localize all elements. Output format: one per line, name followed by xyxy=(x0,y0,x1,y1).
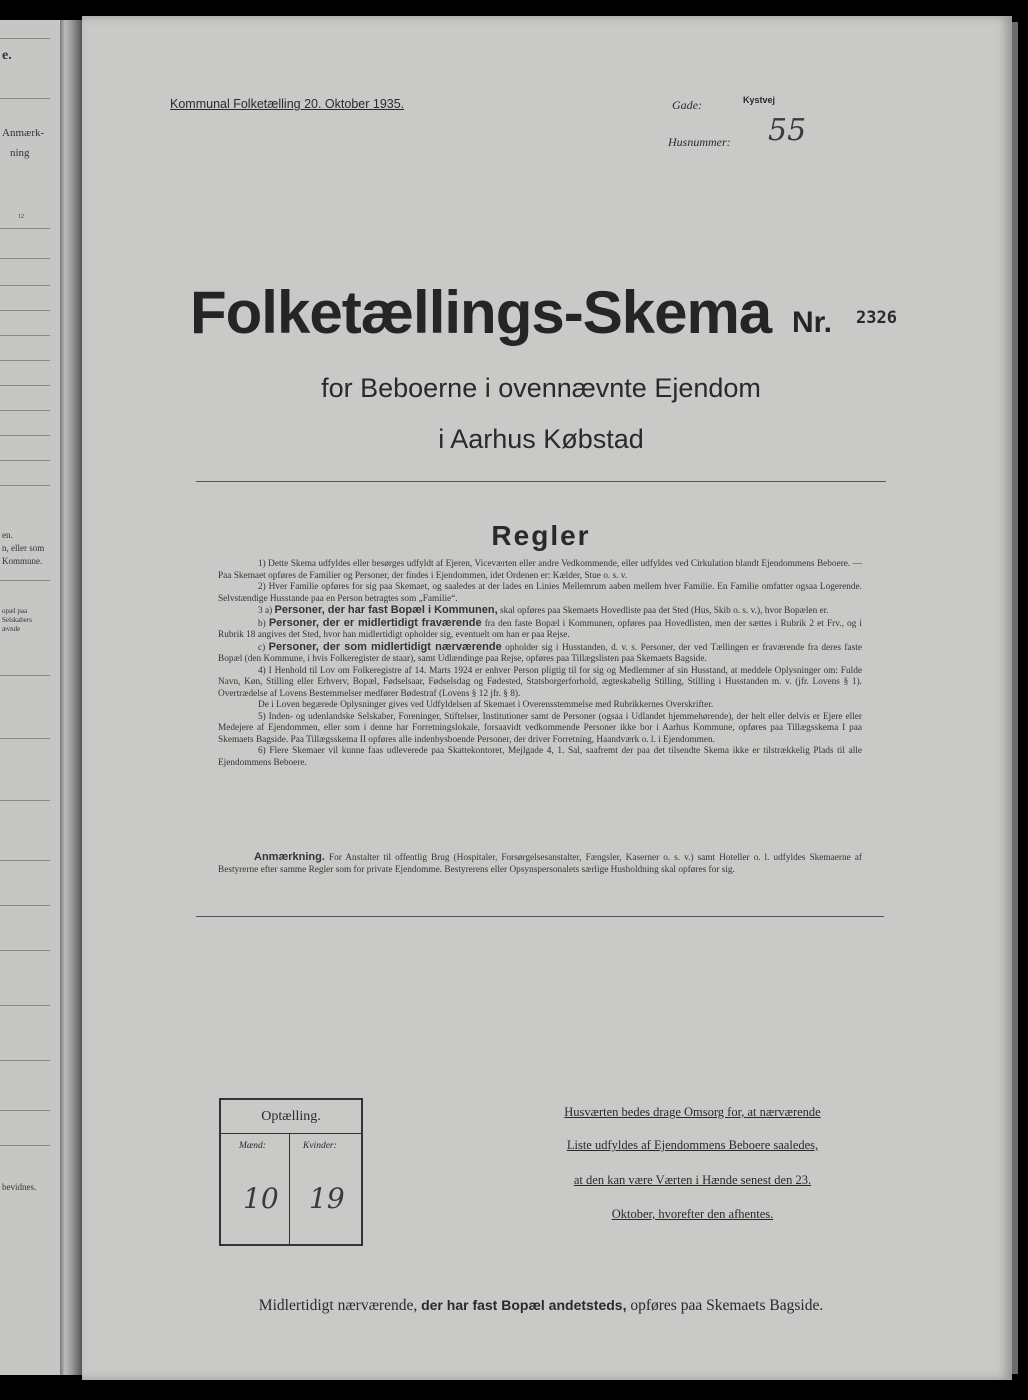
rule-3a-number: 3 a) xyxy=(258,606,273,616)
census-title: Kommunal Folketælling 20. Oktober 1935. xyxy=(170,97,405,111)
left-page-text: e. xyxy=(2,48,12,63)
instruction-line: at den kan være Værten i Hænde senest den 23. xyxy=(573,1173,812,1187)
nr-label: Nr. xyxy=(792,306,833,339)
footer-post: opføres paa Skemaets Bagside. xyxy=(630,1297,824,1314)
rule-4: 4) I Henhold til Lov om Folkeregistre af 14. Marts 1924 er enhver Person pligtig til for sig og Medlemmer af sin Husstand, at meddele Oplysninger om: Fulde Navn, Køn, Stilling eller Erhverv, Bopæl, Fødselsaar, Fødselsdag og Fødested, Statsborgerforhold, ægteskabelig Stilling, Stilling i Husstanden m. v. (jfr. Lovens § 1). Overtrædelse af Lovens Bestemmelser medfører Bødestraf (Lovens § 12 jfr. § 8). xyxy=(218,665,862,699)
men-label: Mænd: xyxy=(239,1141,266,1151)
annotation-note xyxy=(218,852,862,876)
rule-3c-heading: Personer, der som midlertidigt nærværende xyxy=(268,640,502,653)
men-count: 10 xyxy=(243,1182,279,1215)
rule-2: 2) Hver Familie opføres for sig paa Skemaet, og saaledes at der lades en Linies Mellemrum aaben mellem hver Familie. En Familie omfatter ogsaa Logerende. Selvstændige Husstande paa en Person betragtes som „Familie“. xyxy=(218,582,862,604)
left-page-text: 12 xyxy=(18,214,24,220)
divider xyxy=(196,481,886,482)
rule-5: 5) Inden- og udenlandske Selskaber, Foreninger, Stiftelser, Institutioner samt de Personer (ogsaa i Udlandet hjemmehørende), der helt eller delvis er Ejere eller Medejere af Ejendommen, eller som i denne har Forretningslokale, forsaavidt vedkommende Personer ikke bor i Aarhus Kommune, opføres paa Tillægsskema I paa Skemaets Bagside. Paa Tillægsskema II opføres alle indenbysboende Personer, der driver Forretning, Haandværk o. l. i Ejendommen. xyxy=(218,711,862,745)
women-count: 19 xyxy=(309,1182,345,1215)
husnummer-value: 55 xyxy=(768,113,807,148)
note-label: Anmærkning. xyxy=(254,851,325,863)
left-page-text: n, eller som xyxy=(2,543,45,553)
instruction-line: Liste udfyldes af Ejendommens Beboere saaledes, xyxy=(566,1138,819,1152)
left-page-text: ning xyxy=(10,147,30,159)
rules-heading: Regler xyxy=(491,520,591,551)
page-edge xyxy=(1012,22,1018,1374)
rule-6: 6) Flere Skemaer vil kunne faas udleverede paa Skattekontoret, Mejlgade 4, 1. Sal, saafremt der paa det tilsendte Skema ikke er tilstrækkelig Plads til alle Ejendommens Beboere. xyxy=(218,746,862,768)
left-page-text: opæl paa xyxy=(2,607,28,615)
rule-3c xyxy=(218,642,862,666)
women-label: Kvinder: xyxy=(303,1141,337,1151)
rule-3c-text: opholder sig i Husstanden, d. v. s. Personer, der ved Tællingen er fraværende fra deres faste Bopæl (den Kommune, i hvis Folkeregister de staar), samt Udlændinge paa Rejse, opføres paa Tillægslisten paa Skemaets Bagside. xyxy=(218,642,862,664)
book-gutter xyxy=(60,20,82,1375)
divider xyxy=(196,916,884,917)
previous-page-edge xyxy=(0,20,60,1375)
instruction-line: Husværten bedes drage Omsorg for, at nærværende xyxy=(564,1105,821,1119)
count-box-divider xyxy=(289,1133,290,1244)
subtitle: for Beboerne i ovennævnte Ejendom xyxy=(321,373,761,403)
count-box xyxy=(219,1098,363,1246)
left-page-text: bevidnes. xyxy=(2,1182,37,1192)
rule-3a-heading: Personer, der har fast Bopæl i Kommunen, xyxy=(274,604,498,616)
husnummer-label: Husnummer: xyxy=(668,135,731,149)
rule-3b xyxy=(218,618,862,642)
footer-bold: der har fast Bopæl andetsteds, xyxy=(421,1297,627,1313)
rule-3c-number: c) xyxy=(258,642,266,653)
rule-3b-heading: Personer, der er midlertidigt fraværende xyxy=(268,616,482,629)
rules-text xyxy=(218,559,862,769)
note-text: For Anstalter til offentlig Brug (Hospitaler, Forsørgelsesanstalter, Fængsler, Kaserner o. s. v.) samt Hoteller o. l. udfyldes Skemaerne af Bestyrerne efter samme Regler som for private Ejendomme. Bestyrerens eller Opsynspersonalets særlige Husholdning skal opføres for sig. xyxy=(218,853,862,875)
rule-1: 1) Dette Skema udfyldes eller besørges udfyldt af Ejeren, Viceværten eller andre Vedkommende, eller udfyldes ved Cirkulation blandt Ejendommens Beboere. — Paa Skemaet opføres de Familier og Personer, der findes i Ejendommen, idet Ordenen er: Kælder, Stue o. s. v. xyxy=(218,559,862,581)
rule-3b-text: fra den faste Bopæl i Kommunen, opføres paa Hovedlisten, men der sættes i Rubrik 2 et Frv., og i Rubrik 18 angives det Sted, hvor han midlertidigt opholder sig, eventuelt om han er paa Rejse. xyxy=(218,618,862,640)
footer-note xyxy=(196,1297,886,1315)
left-page-text: ævnde xyxy=(2,625,21,633)
left-page-text: Selskabers xyxy=(2,616,32,624)
rule-3a-text: skal opføres paa Skemaets Hovedliste paa det Sted (Hus, Skib o. s. v.), hvor Bopælen er. xyxy=(499,606,829,616)
left-page-text: Kommune. xyxy=(2,556,43,566)
rule-3b-number: b) xyxy=(258,618,266,629)
left-page-text: en. xyxy=(2,530,13,540)
count-box-title: Optælling. xyxy=(221,1100,361,1134)
form-title: Folketællings-Skema xyxy=(190,279,772,346)
gade-label: Gade: xyxy=(672,98,702,112)
subtitle-city: i Aarhus Købstad xyxy=(438,424,644,454)
footer-pre: Midlertidigt nærværende, xyxy=(258,1297,418,1314)
form-number: 2326 xyxy=(856,308,897,328)
instruction-line: Oktober, hvorefter den afhentes. xyxy=(611,1207,774,1221)
rule-4b: De i Loven begærede Oplysninger gives ved Udfyldelsen af Skemaet i Overensstemmelse med Rubrikkernes Overskrifter. xyxy=(258,700,714,710)
gade-value: Kystvej xyxy=(743,95,776,105)
left-page-text: Anmærk- xyxy=(2,127,45,139)
